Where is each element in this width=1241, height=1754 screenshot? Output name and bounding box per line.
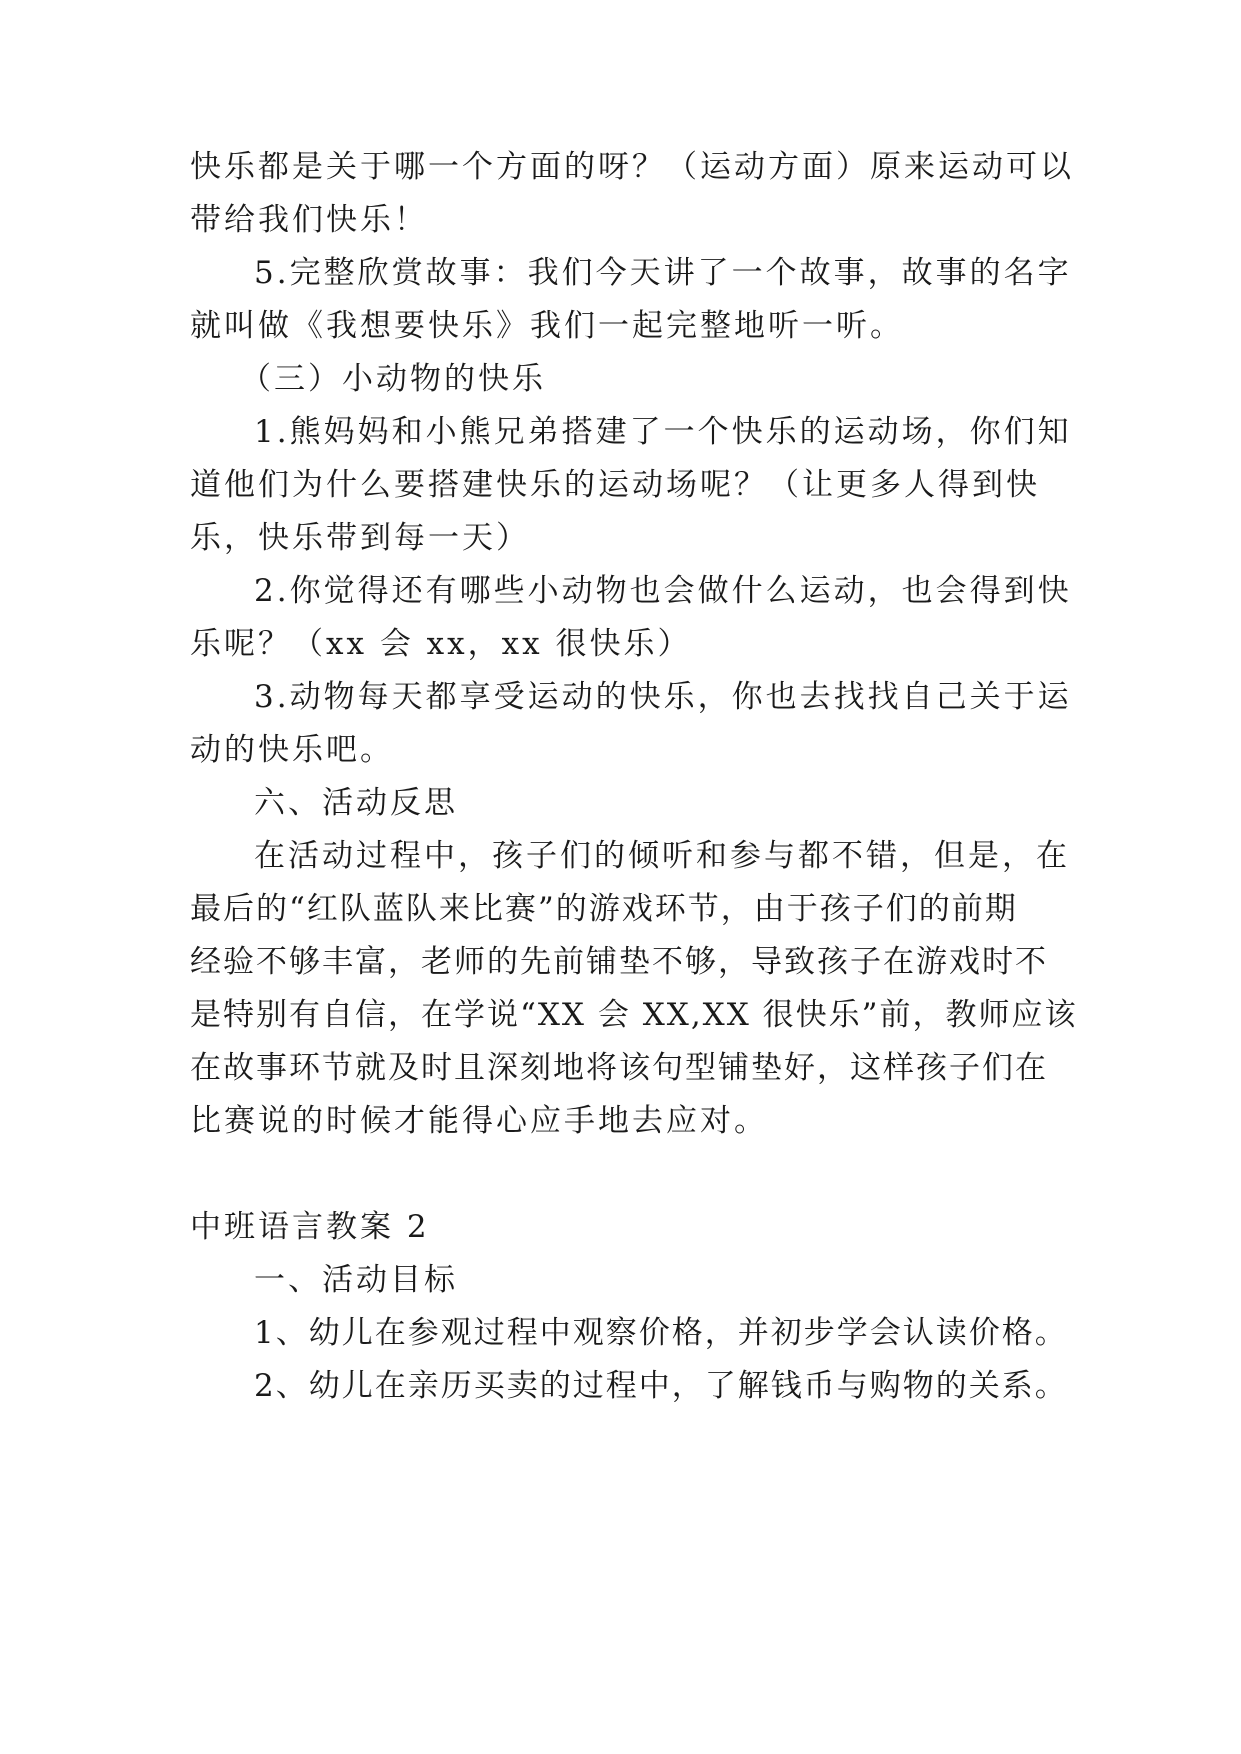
section-heading: 一、活动目标	[254, 1262, 458, 1298]
list-item: 1、幼儿在参观过程中观察价格，并初步学会认读价格。	[254, 1315, 1068, 1351]
paragraph-line: 比赛说的时候才能得心应手地去应对。	[190, 1103, 768, 1139]
paragraph-line: 在故事环节就及时且深刻地将该句型铺垫好，这样孩子们在	[190, 1050, 1048, 1086]
paragraph-line: 在活动过程中，孩子们的倾听和参与都不错，但是，在	[254, 838, 1070, 874]
paragraph-line: 5.完整欣赏故事：我们今天讲了一个故事，故事的名字	[254, 255, 1072, 291]
paragraph-line: 经验不够丰富，老师的先前铺垫不够，导致孩子在游戏时不	[190, 944, 1048, 980]
paragraph-line: 乐，快乐带到每一天）	[190, 520, 530, 556]
paragraph-line: 快乐都是关于哪一个方面的呀？（运动方面）原来运动可以	[190, 149, 1074, 185]
paragraph-line: 动的快乐吧。	[190, 732, 394, 768]
paragraph-line: 是特别有自信，在学说“XX 会 XX,XX 很快乐”前，教师应该	[190, 997, 1078, 1033]
paragraph-line: 2.你觉得还有哪些小动物也会做什么运动，也会得到快	[254, 573, 1072, 609]
section-heading: 六、活动反思	[254, 785, 458, 821]
paragraph-line: 3.动物每天都享受运动的快乐，你也去找找自己关于运	[254, 679, 1072, 715]
paragraph-line: 乐呢？（xx 会 xx，xx 很快乐）	[190, 626, 692, 662]
paragraph-line: 最后的“红队蓝队来比赛”的游戏环节，由于孩子们的前期	[190, 891, 1018, 927]
paragraph-line: 道他们为什么要搭建快乐的运动场呢？（让更多人得到快	[190, 467, 1040, 503]
paragraph-line: 1.熊妈妈和小熊兄弟搭建了一个快乐的运动场，你们知	[254, 414, 1072, 450]
document-title: 中班语言教案 2	[190, 1209, 430, 1245]
list-item: 2、幼儿在亲历买卖的过程中，了解钱币与购物的关系。	[254, 1368, 1068, 1404]
paragraph-line: 就叫做《我想要快乐》我们一起完整地听一听。	[190, 308, 904, 344]
paragraph-line: 带给我们快乐！	[190, 202, 428, 238]
section-heading: （三）小动物的快乐	[240, 361, 546, 397]
